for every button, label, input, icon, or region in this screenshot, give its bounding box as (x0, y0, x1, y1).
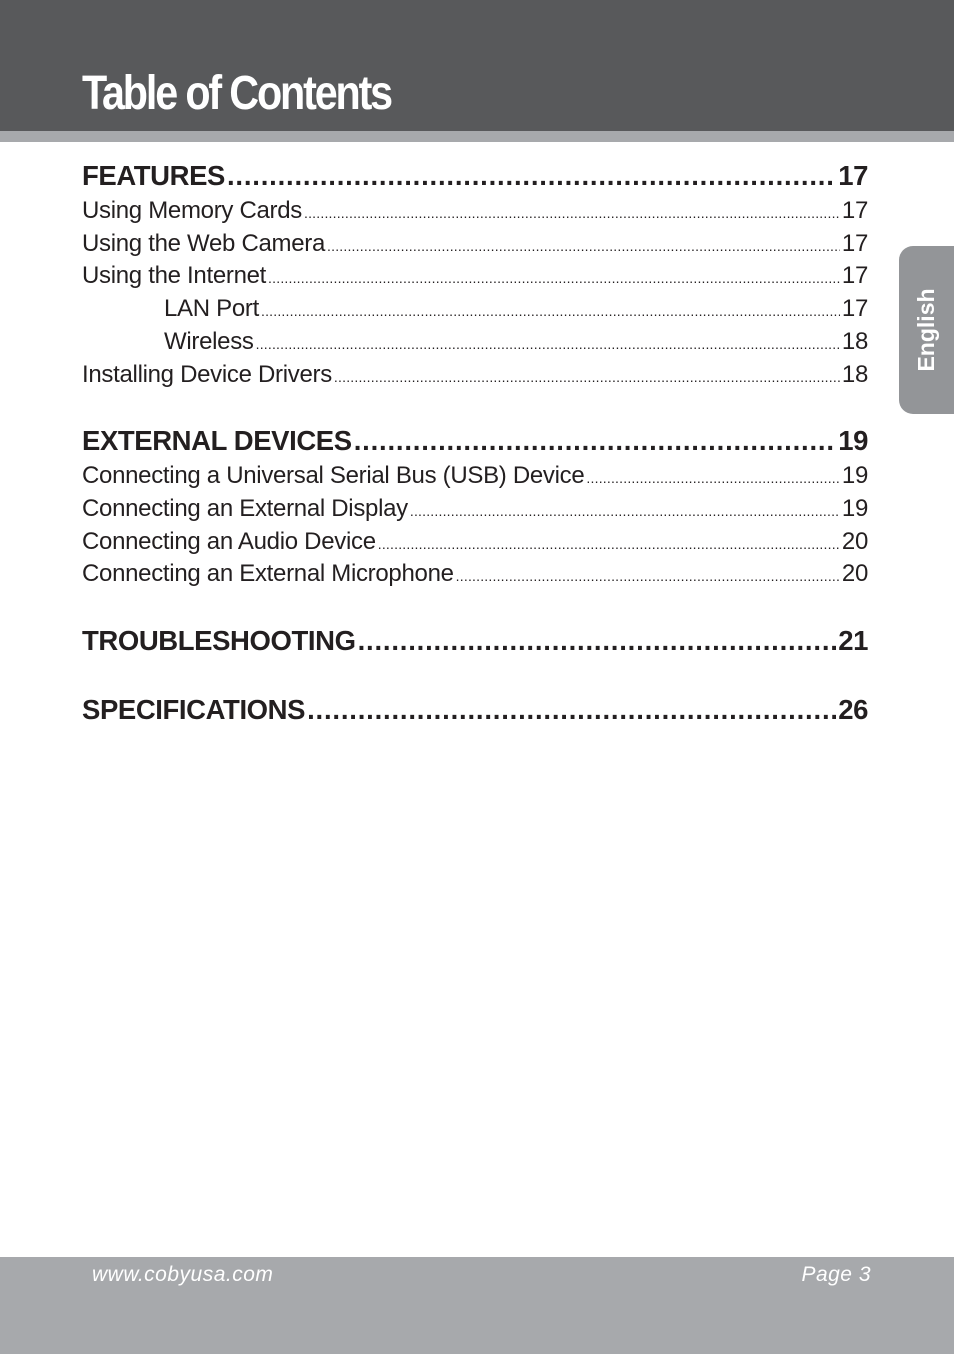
toc-leader-dots (327, 230, 840, 262)
toc-entry-page: 20 (842, 526, 868, 558)
toc-entry-page: 20 (842, 558, 868, 590)
toc-entry-page: 19 (838, 423, 868, 459)
page-title: Table of Contents (82, 67, 391, 120)
language-tab-label: English (913, 288, 939, 372)
toc-entry-page: 17 (842, 260, 868, 292)
toc-entry-title: Using the Internet (82, 260, 266, 292)
toc-entry-connecting-audio-device[interactable] (82, 526, 868, 558)
toc-entry-page: 19 (842, 460, 868, 492)
toc-entry-page: 17 (842, 293, 868, 325)
toc-entry-connecting-external-microphone[interactable] (82, 558, 868, 590)
toc-leader-dots (354, 423, 837, 459)
toc-leader-dots (268, 262, 840, 294)
header-bar (0, 0, 954, 131)
toc-leader-dots (227, 158, 836, 194)
toc-entry-page: 21 (838, 623, 868, 659)
toc-entry-page: 17 (842, 228, 868, 260)
toc-entry-specifications[interactable] (82, 692, 868, 728)
toc-entry-using-internet[interactable] (82, 260, 868, 292)
toc-entry-connecting-usb-device[interactable] (82, 460, 868, 492)
toc-entry-installing-device-drivers[interactable] (82, 359, 868, 391)
toc-entry-title: Connecting a Universal Serial Bus (USB) Device (82, 460, 584, 492)
toc-entry-page: 26 (838, 692, 868, 728)
toc-leader-dots (456, 560, 840, 592)
toc-entry-title: LAN Port (82, 293, 259, 325)
toc-entry-title: TROUBLESHOOTING (82, 623, 356, 659)
toc-entry-title: Connecting an External Display (82, 493, 408, 525)
toc-leader-dots (261, 295, 840, 327)
toc-entry-troubleshooting[interactable] (82, 623, 868, 659)
toc-entry-title: Using the Web Camera (82, 228, 325, 260)
toc-entry-page: 17 (838, 158, 868, 194)
toc-entry-title: Wireless (82, 326, 254, 358)
toc-entry-title: Connecting an External Microphone (82, 558, 454, 590)
toc-entry-wireless[interactable] (82, 326, 868, 358)
toc-entry-page: 18 (842, 326, 868, 358)
toc-leader-dots (256, 328, 840, 360)
toc-entry-title: FEATURES (82, 158, 225, 194)
toc-leader-dots (307, 692, 836, 728)
toc-leader-dots (586, 462, 839, 494)
toc-entry-connecting-external-display[interactable] (82, 493, 868, 525)
footer-bar (0, 1257, 954, 1354)
toc-entry-title: Using Memory Cards (82, 195, 302, 227)
toc-entry-using-web-camera[interactable] (82, 228, 868, 260)
footer-page-number: Page 3 (801, 1263, 871, 1286)
toc-entry-title: EXTERNAL DEVICES (82, 423, 352, 459)
toc-entry-page: 18 (842, 359, 868, 391)
toc-entry-page: 19 (842, 493, 868, 525)
toc-entry-using-memory-cards[interactable] (82, 195, 868, 227)
toc-entry-title: SPECIFICATIONS (82, 692, 305, 728)
toc-leader-dots (410, 495, 840, 527)
language-tab[interactable] (899, 246, 954, 414)
toc-leader-dots (358, 623, 837, 659)
toc-leader-dots (304, 197, 840, 229)
toc-entry-title: Connecting an Audio Device (82, 526, 376, 558)
toc-entry-features[interactable] (82, 158, 868, 194)
toc-entry-page: 17 (842, 195, 868, 227)
toc-leader-dots (378, 528, 840, 560)
toc-entry-lan-port[interactable] (82, 293, 868, 325)
toc-leader-dots (334, 361, 840, 393)
toc-entry-title: Installing Device Drivers (82, 359, 332, 391)
toc-entry-external-devices[interactable] (82, 423, 868, 459)
header-divider (0, 131, 954, 142)
footer-website-link[interactable]: www.cobyusa.com (92, 1263, 274, 1286)
